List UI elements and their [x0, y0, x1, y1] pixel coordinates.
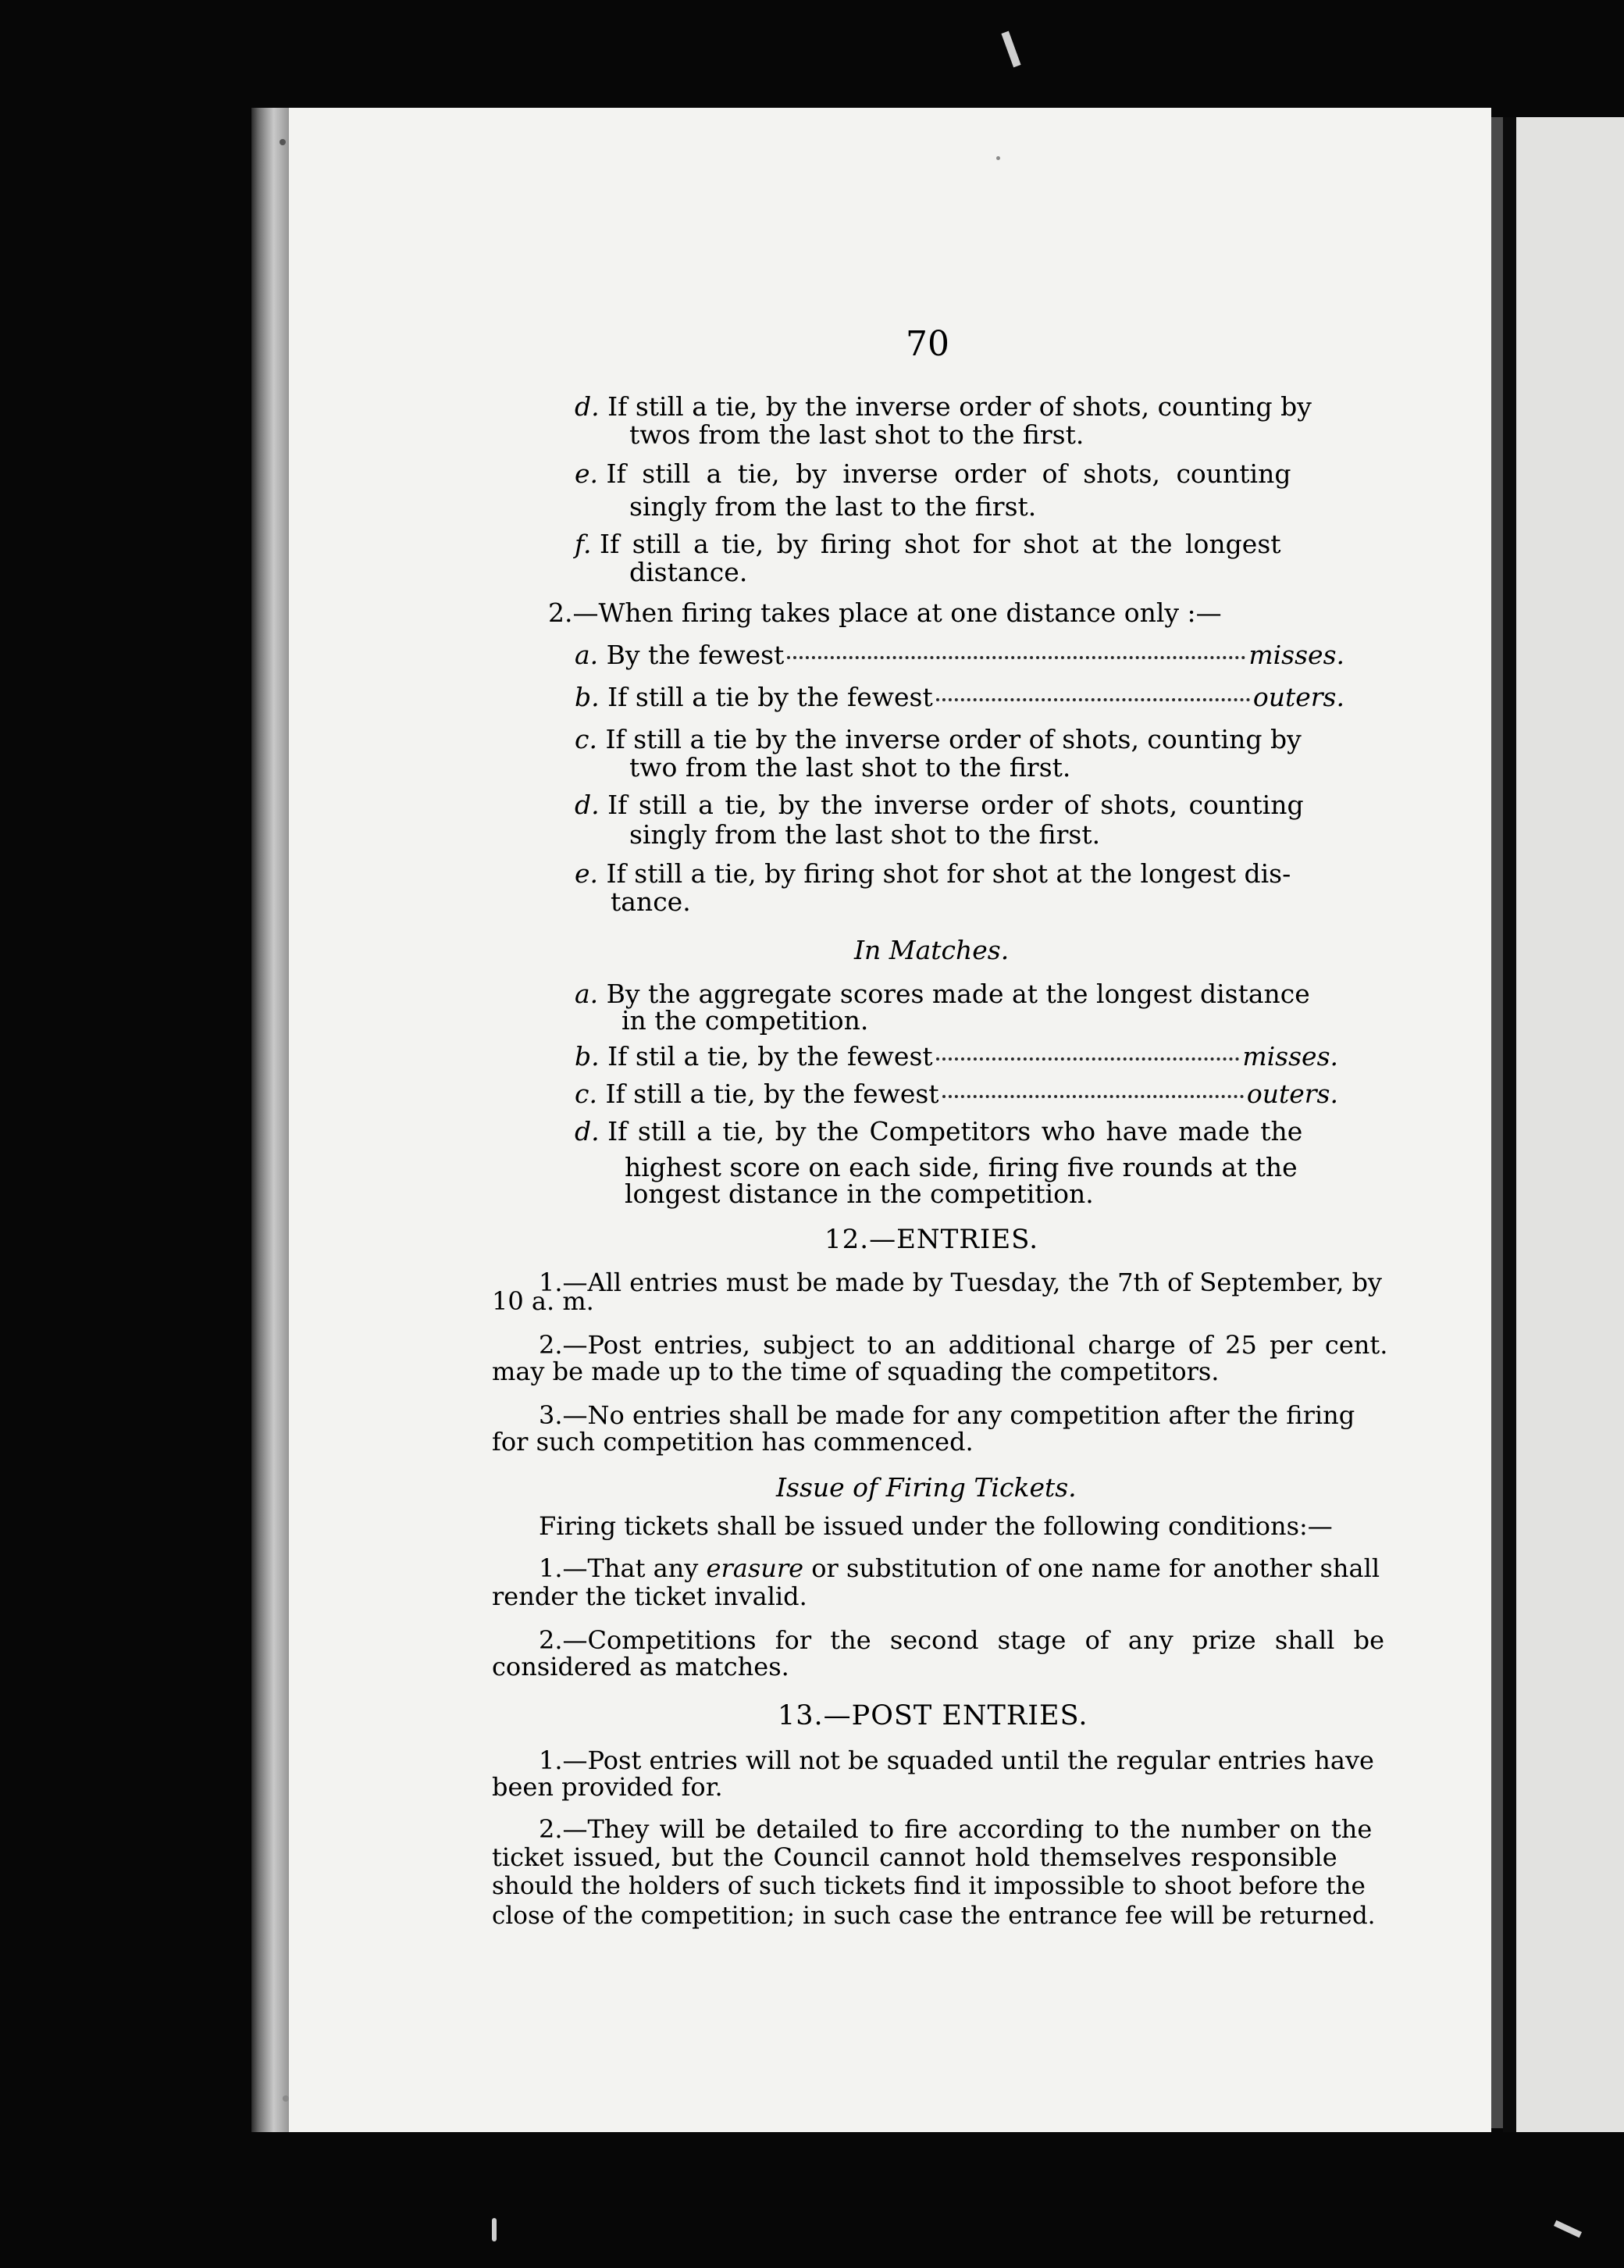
paragraph-line: 1.—Post entries will not be squaded until the regular entries have — [539, 1746, 1374, 1775]
matches-heading: In Matches. — [854, 935, 1010, 965]
firing-tickets-intro: Firing tickets shall be issued under the following conditions:— — [539, 1511, 1333, 1541]
rule-text: If still a tie, by the fewest — [605, 1079, 939, 1109]
paragraph-line: ticket issued, but the Council cannot hold themselves responsible — [492, 1842, 1337, 1872]
paragraph-line: been provided for. — [492, 1772, 723, 1802]
rule-text: If stil a tie, by the fewest — [607, 1041, 933, 1072]
section-intro: 2.—When firing takes place at one distance only :— — [548, 597, 1222, 628]
emphasis-text: erasure — [706, 1553, 804, 1583]
rule-tail: outers. — [1246, 1079, 1338, 1109]
rule-letter: c. — [575, 1079, 597, 1109]
rule-text-continued: highest score on each side, firing five rounds at the — [625, 1152, 1298, 1182]
entries-heading: 12.—ENTRIES. — [824, 1224, 1039, 1255]
rule-letter: d. — [575, 391, 600, 422]
paragraph-line: may be made up to the time of squading the competitors. — [492, 1357, 1220, 1386]
paragraph-line: render the ticket invalid. — [492, 1582, 807, 1611]
rule-text: If still a tie, by the inverse order of shots, counting — [607, 790, 1304, 820]
paragraph-text: or substitution of one name for another shall — [811, 1553, 1380, 1583]
paragraph-line: 3.—No entries shall be made for any competition after the firing — [539, 1400, 1355, 1430]
rule-text: If still a tie, by inverse order of shots, counting — [606, 458, 1291, 489]
rule-text-continued: two from the last shot to the first. — [629, 752, 1071, 783]
scan-speck — [1554, 2220, 1582, 2238]
rule-letter: b. — [575, 682, 600, 712]
match-rule-b-leader — [575, 1041, 1338, 1072]
rule-letter: f. — [575, 529, 592, 559]
neighbor-page-edge — [1503, 117, 1516, 2132]
rule-text: If still a tie, by the Competitors who have made the — [607, 1116, 1303, 1146]
paragraph-text: 1.—That any — [539, 1553, 699, 1583]
rule-text: If still a tie by the inverse order of shots, counting by — [605, 724, 1302, 754]
paragraph-line: 2.—They will be detailed to fire according to the number on the — [539, 1814, 1373, 1844]
dot-leader — [936, 698, 1250, 701]
rule-text: If still a tie by the fewest — [607, 682, 933, 712]
rule-text: If still a tie, by the inverse order of shots, counting by — [607, 391, 1312, 422]
post-entries-heading: 13.—POST ENTRIES. — [778, 1700, 1088, 1731]
rule-letter: d. — [575, 1116, 600, 1146]
paragraph-line: close of the competition; in such case the entrance fee will be returned. — [492, 1902, 1376, 1930]
page-speck — [996, 156, 1000, 160]
rule-a-leader — [575, 642, 1344, 668]
dot-leader — [936, 1057, 1240, 1061]
rule-letter: a. — [575, 640, 599, 670]
paragraph-line: 1.—All entries must be made by Tuesday, the 7th of September, by — [539, 1268, 1382, 1297]
rule-letter: c. — [575, 724, 597, 754]
rule-tail: misses. — [1242, 1041, 1338, 1072]
rule-letter: a. — [575, 979, 599, 1009]
paragraph-line: considered as matches. — [492, 1652, 789, 1681]
rule-tail: outers. — [1252, 682, 1344, 712]
paragraph-line: for such competition has commenced. — [492, 1427, 974, 1457]
rule-text: By the fewest — [606, 640, 785, 670]
paragraph-line: 10 a. m. — [492, 1286, 594, 1316]
rule-letter: e. — [575, 458, 599, 489]
firing-tickets-heading: Issue of Firing Tickets. — [776, 1472, 1077, 1503]
match-rule-c-leader — [575, 1081, 1338, 1107]
rule-text: If still a tie, by firing shot for shot at the longest dis- — [606, 858, 1291, 889]
paragraph-line: 2.—Competitions for the second stage of any prize shall be — [539, 1625, 1384, 1655]
rule-letter: b. — [575, 1041, 600, 1072]
rule-letter: e. — [575, 858, 599, 889]
scan-speck — [1001, 31, 1020, 68]
page-speck — [280, 139, 286, 145]
rule-text-continued: singly from the last shot to the first. — [629, 819, 1101, 850]
rule-text: If still a tie, by firing shot for shot at the longest — [600, 529, 1281, 559]
rule-b-leader — [575, 684, 1344, 710]
paragraph-line: 2.—Post entries, subject to an additional charge of 25 per cent. — [539, 1330, 1388, 1360]
page-speck — [283, 2095, 289, 2102]
rule-text: By the aggregate scores made at the longest distance — [606, 979, 1310, 1009]
paragraph-line: should the holders of such tickets find it impossible to shoot before the — [492, 1872, 1366, 1900]
scan-speck — [492, 2218, 497, 2241]
book-spine — [251, 108, 292, 2132]
rule-text-continued: singly from the last to the first. — [629, 491, 1037, 522]
neighbor-page — [1516, 117, 1624, 2132]
rule-text-continued: twos from the last shot to the first. — [629, 419, 1084, 450]
rule-text-continued: in the competition. — [621, 1005, 869, 1036]
page-number: 70 — [906, 324, 949, 364]
rule-text-continued: tance. — [611, 886, 691, 917]
dot-leader — [942, 1095, 1244, 1098]
rule-text-continued: distance. — [629, 557, 748, 587]
dot-leader — [787, 656, 1245, 659]
rule-tail: misses. — [1248, 640, 1344, 670]
rule-text-continued: longest distance in the competition. — [625, 1179, 1094, 1209]
rule-letter: d. — [575, 790, 600, 820]
